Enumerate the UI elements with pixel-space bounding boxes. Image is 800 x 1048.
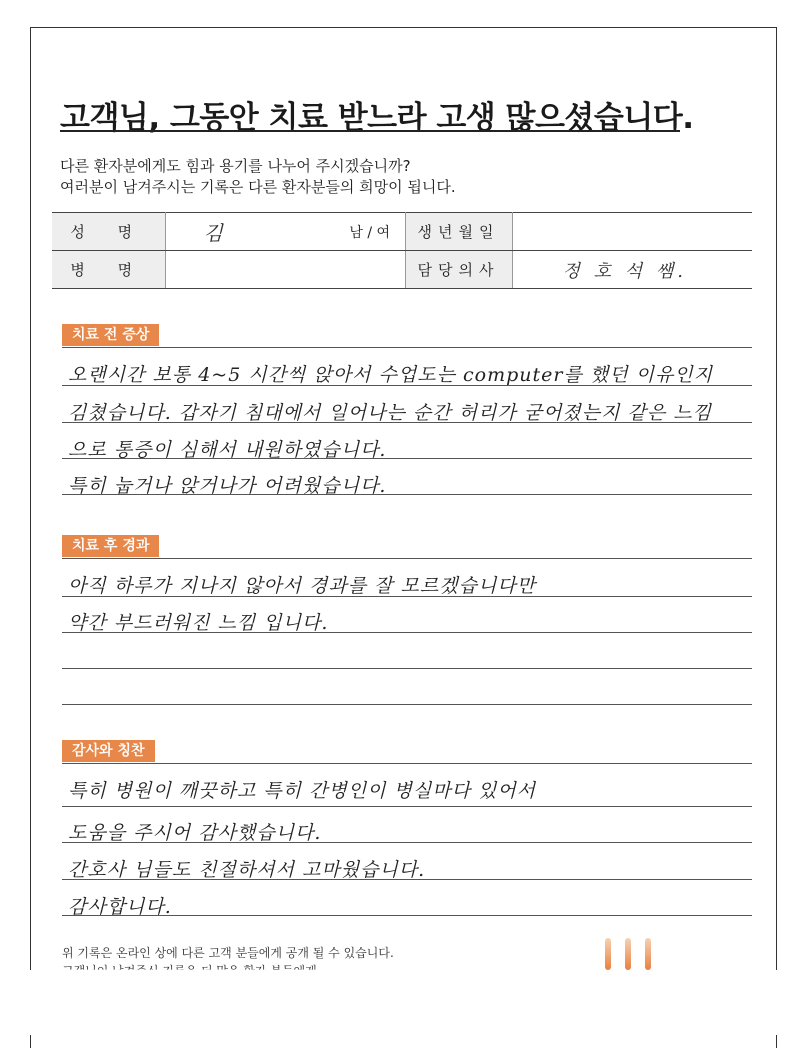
writing-rule — [62, 915, 752, 916]
before-line-3: 으로 통증이 심해서 내원하였습니다. — [68, 439, 387, 461]
doctor-handwriting: 정 호 석 쌤. — [562, 260, 687, 282]
name-handwriting: 김 — [203, 221, 223, 245]
finger-icon — [645, 938, 651, 970]
section-after-top-rule — [62, 558, 752, 559]
name-label: 성 명 — [52, 213, 165, 251]
thanks-line-2: 도움을 주시어 감사했습니다. — [68, 822, 322, 844]
writing-rule — [62, 458, 752, 459]
title-underline — [60, 130, 680, 132]
footer-notice-1: 위 기록은 온라인 상에 다른 고객 분들에게 공개 될 수 있습니다. — [62, 946, 394, 960]
section-before-top-rule — [62, 347, 752, 348]
disease-label: 병 명 — [52, 251, 165, 289]
writing-rule — [62, 879, 752, 880]
birth-value[interactable] — [512, 213, 752, 251]
section-thanks-top-rule — [62, 763, 752, 764]
gender-label: 남 / 여 — [335, 213, 405, 251]
after-line-2: 약간 부드러워진 느낌 입니다. — [68, 612, 329, 634]
writing-rule — [62, 806, 752, 807]
thanks-line-3: 간호사 님들도 친절하셔서 고마웠습니다. — [68, 859, 426, 881]
before-line-1: 오랜시간 보통 4~5 시간씩 앉아서 수업도는 computer를 했던 이유인지 — [68, 364, 714, 386]
section-after-treatment-label: 치료 후 경과 — [62, 535, 159, 557]
page-title: 고객님, 그동안 치료 받느라 고생 많으셨습니다. — [60, 100, 694, 136]
writing-rule — [62, 422, 752, 423]
subtitle-line-1: 다른 환자분에게도 힘과 용기를 나누어 주시겠습니까? — [60, 157, 411, 175]
writing-rule — [62, 668, 752, 669]
thanks-line-4: 감사합니다. — [68, 896, 172, 918]
writing-rule — [62, 632, 752, 633]
finger-icon — [605, 938, 611, 970]
writing-rule — [62, 842, 752, 843]
doctor-label: 담당의사 — [405, 251, 512, 289]
name-value[interactable] — [165, 213, 335, 251]
writing-rule — [62, 385, 752, 386]
info-row-1 — [52, 213, 752, 251]
patient-info-table — [52, 212, 752, 289]
birth-label: 생년월일 — [405, 213, 512, 251]
after-line-1: 아직 하루가 지나지 않아서 경과를 잘 모르겠습니다만 — [68, 575, 537, 597]
doctor-value[interactable] — [512, 251, 752, 289]
before-line-4: 특히 눕거나 앉거나가 어려웠습니다. — [68, 475, 387, 497]
writing-rule — [62, 704, 752, 705]
thanks-line-1: 특히 병원이 깨끗하고 특히 간병인이 병실마다 있어서 — [68, 780, 537, 802]
info-row-2 — [52, 251, 752, 289]
writing-rule — [62, 596, 752, 597]
writing-rule — [62, 494, 752, 495]
section-thanks-label: 감사와 칭찬 — [62, 740, 155, 762]
section-before-treatment-label: 치료 전 증상 — [62, 324, 159, 346]
before-line-2: 김쳤습니다. 갑자기 침대에서 일어나는 순간 허리가 굳어졌는지 같은 느낌 — [68, 402, 712, 424]
subtitle-line-2: 여러분이 남겨주시는 기록은 다른 환자분들의 희망이 됩니다. — [60, 178, 456, 196]
finger-icon — [625, 938, 631, 970]
disease-value[interactable] — [165, 251, 405, 289]
scan-cutoff — [0, 970, 800, 1035]
